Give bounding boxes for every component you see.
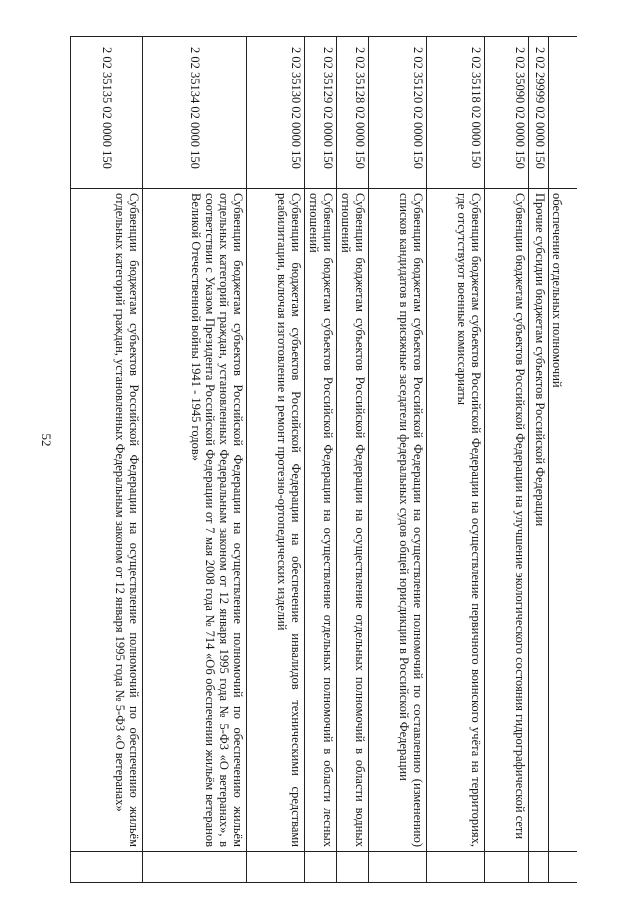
budget-codes-table — [71, 36, 578, 883]
table-cell-code: 2 02 35128 02 0000 150 — [337, 37, 369, 189]
table-row — [71, 37, 143, 883]
table-row — [337, 37, 369, 883]
table-cell-empty — [247, 852, 305, 883]
table-cell-empty — [485, 852, 529, 883]
table-cell-code: 2 02 35090 02 0000 150 — [485, 37, 529, 189]
table-row — [305, 37, 337, 883]
table-cell-description: Субвенции бюджетам субъектов Российской Федерации на осуществление отдельных полномочий в области лесных отношений — [305, 189, 337, 852]
table-cell-code: 2 02 35118 02 0000 150 — [427, 37, 485, 189]
table-cell-description: Субвенции бюджетам субъектов Российской Федерации на улучшение экологического состояния гидрографической сети — [485, 189, 529, 852]
table-cell-empty — [71, 852, 143, 883]
table-cell-description: Субвенции бюджетам субъектов Российской Федерации на осуществление полномочий по составлению (изменению) списков кандидатов в присяжные заседатели федеральных судов общей юрисдикции в Российской Федерации — [369, 189, 427, 852]
table-cell-description: обеспечение отдельных полномочий — [549, 189, 577, 852]
table-cell-code: 2 02 35129 02 0000 150 — [305, 37, 337, 189]
table-cell-empty — [549, 852, 577, 883]
table-cell-description: Субвенции бюджетам субъектов Российской Федерации на обеспечение инвалидов техническими средствами реабилитации, включая изготовление и ремонт протезно-ортопедических изделий — [247, 189, 305, 852]
table-cell-empty — [369, 852, 427, 883]
table-row — [247, 37, 305, 883]
table-cell-description: Субвенции бюджетам субъектов Российской Федерации на осуществление первичного воинского учёта на территориях, где отсутствуют военные комиссариаты — [427, 189, 485, 852]
table-row — [529, 37, 549, 883]
table-row-continuation — [549, 37, 577, 883]
table-cell-description: Прочие субсидии бюджетам субъектов Российской Федерации — [529, 189, 549, 852]
page-number: 52 — [39, 433, 54, 447]
table-cell-empty — [143, 852, 247, 883]
table-row — [427, 37, 485, 883]
rotated-page-content — [90, 36, 577, 882]
table-cell-code: 2 02 29999 02 0000 150 — [529, 37, 549, 189]
table-cell-code: 2 02 35135 02 0000 150 — [71, 37, 143, 189]
table-cell-code: 2 02 35134 02 0000 150 — [143, 37, 247, 189]
table-cell-code — [549, 37, 577, 189]
table-cell-description: Субвенции бюджетам субъектов Российской Федерации на осуществление отдельных полномочий в области водных отношений — [337, 189, 369, 852]
table-cell-empty — [305, 852, 337, 883]
table-row — [143, 37, 247, 883]
table-cell-empty — [427, 852, 485, 883]
table-row — [485, 37, 529, 883]
table-cell-code: 2 02 35120 02 0000 150 — [369, 37, 427, 189]
table-cell-empty — [337, 852, 369, 883]
table-cell-empty — [529, 852, 549, 883]
table-row — [369, 37, 427, 883]
table-cell-description: Субвенции бюджетам субъектов Российской Федерации на осуществление полномочий по обеспечению жильём отдельных категорий граждан, установленных Федеральным законом от 12 января 1995 года № 5-ФЗ «О ветеранах», в соответствии с Указом Президента Российской Федерации от 7 мая 2008 года № 714 «Об обеспечении жильём ветеранов Великой Отечественной войны 1941 - 1945 годов» — [143, 189, 247, 852]
table-cell-description: Субвенции бюджетам субъектов Российской Федерации на осуществление полномочий по обеспечению жильём отдельных категорий граждан, установленных Федеральным законом от 12 января 1995 года № 5-ФЗ «О ветеранах» — [71, 189, 143, 852]
table-cell-code: 2 02 35130 02 0000 150 — [247, 37, 305, 189]
